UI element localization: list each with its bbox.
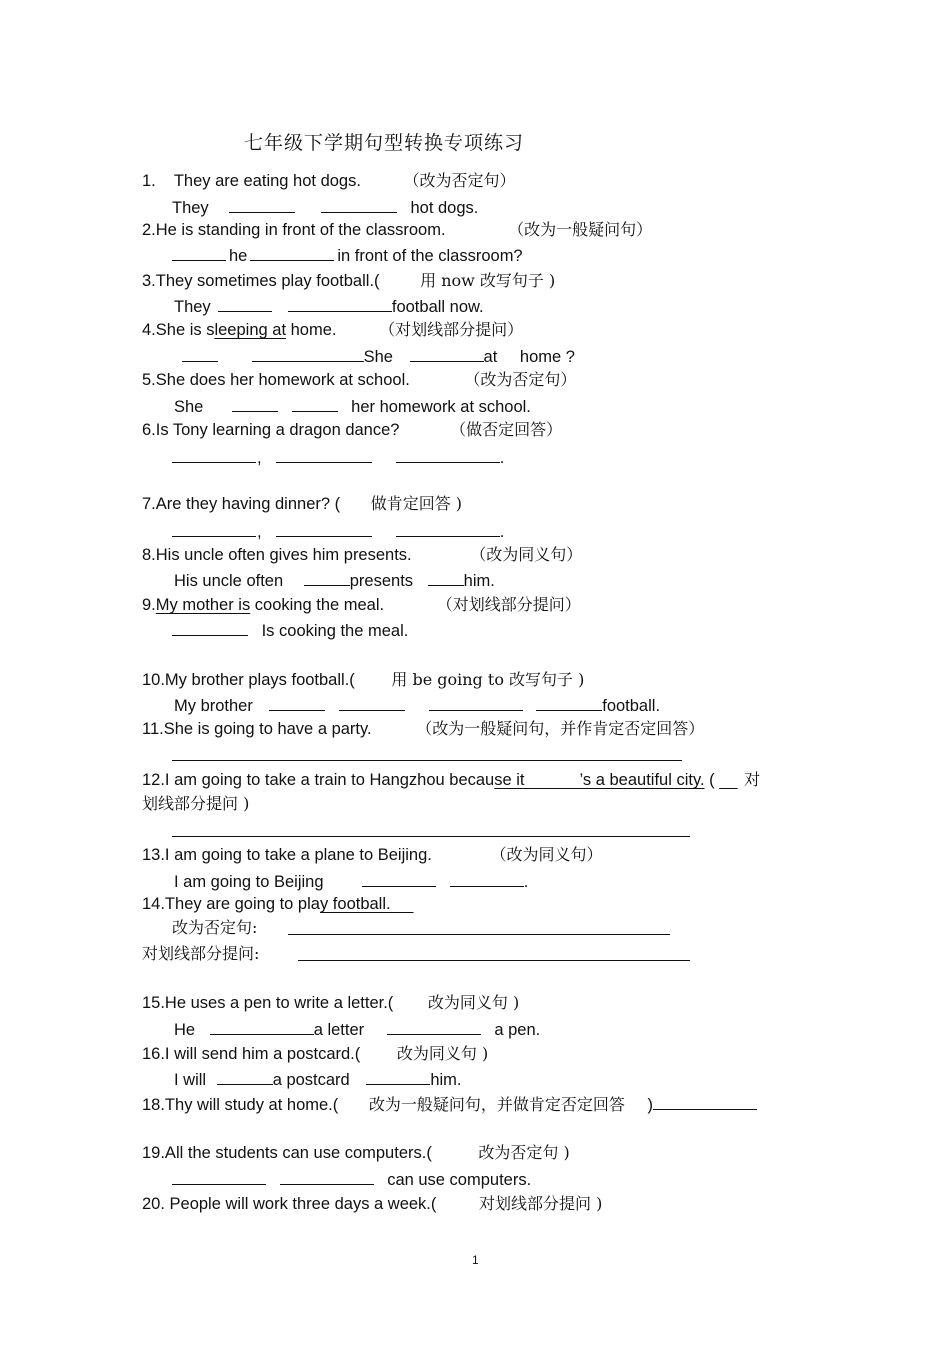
answer-blank[interactable] — [653, 1094, 757, 1110]
answer-blank[interactable] — [410, 346, 484, 362]
answer-8: His uncle often presents him. — [174, 572, 495, 590]
answer-2: he in front of the classroom? — [172, 245, 523, 266]
page-number: 1 — [472, 1253, 479, 1267]
answer-blank[interactable] — [428, 570, 464, 586]
answer-blank[interactable] — [280, 1169, 374, 1185]
answer-1: They hot dogs. — [172, 199, 479, 217]
answer-blank[interactable] — [182, 346, 218, 362]
question-3: 3.They sometimes play football.( 用 now 改写句子 ) — [142, 271, 556, 290]
question-1-instruction: （改为否定句） — [403, 171, 516, 190]
answer-line[interactable] — [172, 760, 682, 761]
answer-blank[interactable] — [250, 245, 334, 261]
question-4: 4.She is sleeping at home. （对划线部分提问） — [142, 320, 524, 339]
answer-blank[interactable] — [396, 521, 500, 537]
answer-blank[interactable] — [450, 871, 524, 887]
question-15: 15.He uses a pen to write a letter.( 改为同义句 ) — [142, 993, 520, 1012]
answer-blank[interactable] — [288, 296, 392, 312]
answer-3: They football now. — [174, 298, 484, 316]
answer-4: She at home ? — [182, 346, 575, 367]
answer-blank[interactable] — [396, 447, 500, 463]
question-6: 6.Is Tony learning a dragon dance? （做否定回答） — [142, 420, 563, 439]
page-title: 七年级下学期句型转换专项练习 — [244, 132, 525, 154]
answer-blank[interactable] — [210, 1019, 314, 1035]
answer-blank[interactable] — [218, 296, 272, 312]
answer-blank[interactable] — [321, 197, 397, 213]
answer-5: She her homework at school. — [174, 398, 531, 416]
answer-blank[interactable] — [172, 620, 248, 636]
answer-line[interactable] — [288, 934, 670, 935]
answer-9: Is cooking the meal. — [172, 620, 408, 641]
answer-15: He a letter a pen. — [174, 1021, 541, 1039]
answer-blank[interactable] — [387, 1019, 481, 1035]
answer-blank[interactable] — [366, 1069, 430, 1085]
question-13: 13.I am going to take a plane to Beijing. （改为同义句） — [142, 845, 603, 864]
question-10: 10.My brother plays football.( 用 be going to 改写句子 ) — [142, 670, 585, 689]
answer-blank[interactable] — [252, 346, 364, 362]
question-7: 7.Are they having dinner? ( 做肯定回答 ) — [142, 494, 463, 513]
question-16: 16.I will send him a postcard.( 改为同义句 ) — [142, 1044, 489, 1063]
question-19: 19.All the students can use computers.( 改为否定句 ) — [142, 1143, 570, 1162]
question-14: 14.They are going to play football. — [142, 895, 414, 913]
answer-blank[interactable] — [362, 871, 436, 887]
question-18: 18.Thy will study at home.( 改为一般疑问句，并做肯定否定回答 ) — [142, 1094, 760, 1115]
answer-blank[interactable] — [536, 695, 602, 711]
answer-blank[interactable] — [276, 521, 372, 537]
question-1: 1. They are eating hot dogs. （改为否定句） — [142, 171, 516, 190]
question-1-text: They are eating hot dogs. — [173, 172, 361, 190]
answer-blank[interactable] — [269, 695, 325, 711]
answer-blank[interactable] — [304, 570, 350, 586]
answer-blank[interactable] — [217, 1069, 273, 1085]
underlined-part: leeping at — [214, 321, 287, 339]
underlined-part: y football. — [319, 895, 414, 913]
underlined-part: se it ’s a beautiful city. — [494, 771, 705, 789]
answer-blank[interactable] — [172, 521, 256, 537]
answer-line[interactable] — [298, 960, 690, 961]
question-14-question-label: 对划线部分提问: — [142, 944, 260, 963]
answer-13: I am going to Beijing . — [174, 873, 529, 891]
answer-10: My brother football. — [174, 697, 661, 715]
underlined-part: My mother is — [155, 596, 251, 614]
question-2: 2.He is standing in front of the classroom. （改为一般疑问句） — [142, 220, 653, 239]
answer-7: , . — [172, 521, 504, 542]
answer-blank[interactable] — [339, 695, 405, 711]
question-8: 8.His uncle often gives him presents. （改为同义句） — [142, 545, 583, 564]
question-14-negative-label: 改为否定句: — [172, 918, 258, 937]
question-20: 20. People will work three days a week.( 对划线部分提问 ) — [142, 1194, 603, 1213]
answer-blank[interactable] — [172, 447, 256, 463]
answer-16: I will a postcard him. — [174, 1071, 462, 1089]
question-9: 9.My mother is cooking the meal. （对划线部分提问） — [142, 595, 581, 614]
answer-19: can use computers. — [172, 1169, 531, 1190]
answer-line[interactable] — [172, 836, 690, 837]
answer-blank[interactable] — [232, 396, 278, 412]
answer-blank[interactable] — [276, 447, 372, 463]
answer-blank[interactable] — [172, 245, 226, 261]
answer-6: , . — [172, 447, 504, 468]
question-12-continued: 划线部分提问 ) — [142, 794, 250, 813]
answer-blank[interactable] — [292, 396, 338, 412]
answer-blank[interactable] — [172, 1169, 266, 1185]
question-5: 5.She does her homework at school. （改为否定句） — [142, 370, 577, 389]
question-12: 12.I am going to take a train to Hangzhou because it ’s a beautiful city. ( 对 — [142, 770, 761, 789]
answer-blank[interactable] — [229, 197, 295, 213]
answer-blank[interactable] — [429, 695, 523, 711]
question-11: 11.She is going to have a party. （改为一般疑问句，并作肯定否定回答） — [142, 719, 705, 738]
